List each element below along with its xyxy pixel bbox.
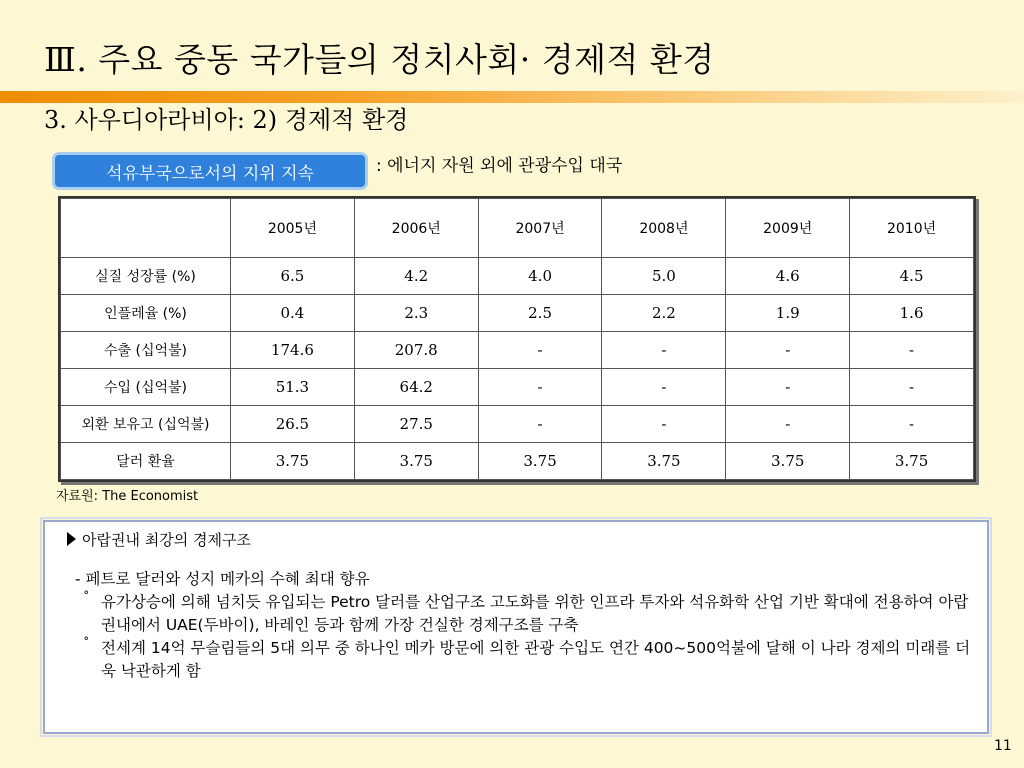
- table-cell: 3.75: [354, 443, 478, 480]
- table-header-cell: 2005년: [231, 199, 355, 258]
- bullet-mark: ˚: [83, 591, 90, 606]
- table-header-cell: 2006년: [354, 199, 478, 258]
- table-cell: 51.3: [231, 369, 355, 406]
- title-underline: [0, 91, 1024, 103]
- table-header-row: [61, 199, 974, 258]
- summary-heading: 아랍권내 최강의 경제구조: [82, 531, 251, 549]
- summary-box: [43, 520, 989, 734]
- table-cell: -: [850, 406, 974, 443]
- table-header-cell: [61, 199, 231, 258]
- table-cell: 3.75: [850, 443, 974, 480]
- table-cell: -: [726, 406, 850, 443]
- table-cell: -: [850, 332, 974, 369]
- table-header-cell: 2008년: [602, 199, 726, 258]
- bullet-text: 유가상승에 의해 넘치듯 유입되는 Petro 달러를 산업구조 고도화를 위한 인프라 투자와 석유화학 산업 기반 확대에 전용하여 아랍권내에서 UAE(두바이), 바레인 등과 함께 가장 건실한 경제구조를 구축: [101, 593, 969, 634]
- table-cell: -: [478, 406, 602, 443]
- table-cell: -: [726, 332, 850, 369]
- table-cell: 4.6: [726, 258, 850, 295]
- row-label: 달러 환율: [61, 443, 231, 480]
- summary-heading-line: [67, 530, 251, 550]
- table-cell: -: [478, 332, 602, 369]
- summary-body: [75, 568, 975, 683]
- table-cell: 207.8: [354, 332, 478, 369]
- table-cell: 26.5: [231, 406, 355, 443]
- table-cell: 174.6: [231, 332, 355, 369]
- table-cell: 6.5: [231, 258, 355, 295]
- slide-subtitle: 3. 사우디아라비아: 2) 경제적 환경: [44, 106, 409, 134]
- triangle-bullet-icon: [67, 532, 76, 546]
- table-row: [61, 369, 974, 406]
- table-cell: -: [726, 369, 850, 406]
- badge-description: : 에너지 자원 외에 관광수입 대국: [376, 156, 623, 176]
- table-cell: 27.5: [354, 406, 478, 443]
- table-cell: 1.9: [726, 295, 850, 332]
- row-label: 실질 성장률 (%): [61, 258, 231, 295]
- row-label: 인플레율 (%): [61, 295, 231, 332]
- table-cell: -: [602, 332, 726, 369]
- table-row: [61, 332, 974, 369]
- table-cell: 3.75: [231, 443, 355, 480]
- bullet-mark: ˚: [83, 637, 90, 652]
- economic-indicators-table: [58, 196, 976, 482]
- table-header-cell: 2010년: [850, 199, 974, 258]
- row-label: 외환 보유고 (십억불): [61, 406, 231, 443]
- table-cell: -: [602, 406, 726, 443]
- table-row: [61, 443, 974, 480]
- page-number: 11: [994, 738, 1012, 754]
- table-cell: 1.6: [850, 295, 974, 332]
- slide-title: Ⅲ. 주요 중동 국가들의 정치사회· 경제적 환경: [44, 40, 715, 79]
- row-label: 수출 (십억불): [61, 332, 231, 369]
- bullet-text: 전세계 14억 무슬림들의 5대 의무 중 하나인 메카 방문에 의한 관광 수입도 연간 400~500억불에 달해 이 나라 경제의 미래를 더욱 낙관하게 함: [101, 639, 971, 680]
- table-cell: -: [850, 369, 974, 406]
- table-cell: -: [602, 369, 726, 406]
- row-label: 수입 (십억불): [61, 369, 231, 406]
- status-badge: 석유부국으로서의 지위 지속: [52, 152, 368, 190]
- table-row: [61, 258, 974, 295]
- table-cell: 4.0: [478, 258, 602, 295]
- table-header-cell: 2009년: [726, 199, 850, 258]
- source-note: 자료원: The Economist: [56, 489, 199, 504]
- table-cell: 2.3: [354, 295, 478, 332]
- table-cell: 2.2: [602, 295, 726, 332]
- table-cell: 4.2: [354, 258, 478, 295]
- table-row: [61, 406, 974, 443]
- table-cell: -: [478, 369, 602, 406]
- table-row: [61, 295, 974, 332]
- dash-item: - 페트로 달러와 성지 메카의 수혜 최대 향유: [75, 570, 370, 588]
- table-cell: 5.0: [602, 258, 726, 295]
- table-cell: 0.4: [231, 295, 355, 332]
- list-item: [83, 591, 975, 637]
- table-cell: 4.5: [850, 258, 974, 295]
- list-item: [83, 637, 975, 683]
- table-cell: 64.2: [354, 369, 478, 406]
- table-cell: 3.75: [478, 443, 602, 480]
- table-cell: 2.5: [478, 295, 602, 332]
- table-cell: 3.75: [726, 443, 850, 480]
- table-header-cell: 2007년: [478, 199, 602, 258]
- table-cell: 3.75: [602, 443, 726, 480]
